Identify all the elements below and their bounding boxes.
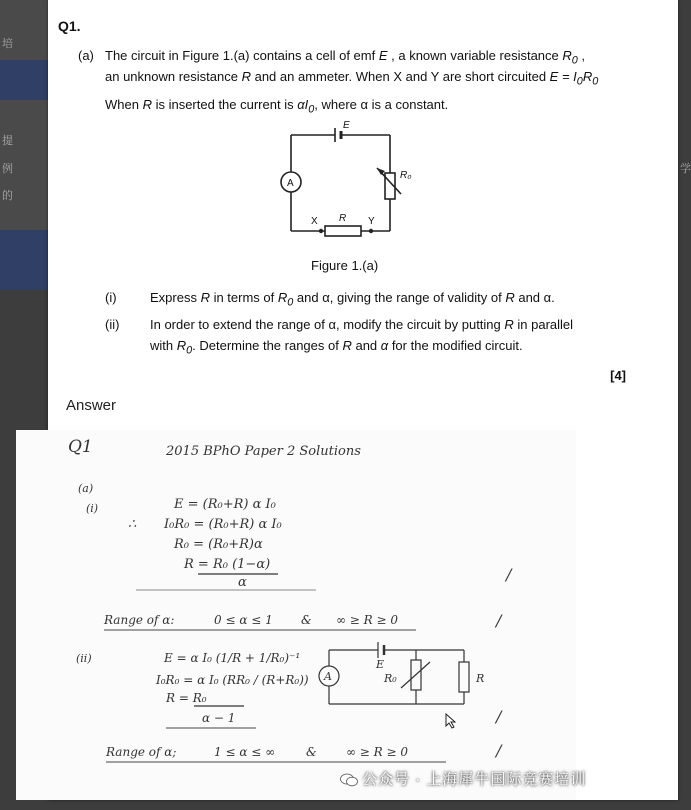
hw-eq4-numerator: R = R₀ (1−α): [184, 557, 271, 572]
hw-therefore: ∴: [128, 517, 137, 532]
question-line-3: When R is inserted the current is $\alpha I_0$, where α is a constant.: [105, 97, 449, 116]
hw-circuit-a: A: [324, 670, 332, 683]
hw-part-ii: (ii): [76, 652, 92, 665]
hw-range2-a: 1 ≤ α ≤ ∞: [214, 745, 276, 759]
circuit-figure: [273, 118, 453, 243]
background-band: [0, 230, 48, 290]
mouse-cursor-icon: [445, 713, 457, 729]
background-text: 学: [680, 162, 691, 175]
sub-ii-label: (ii): [105, 317, 120, 332]
hw-part-i: (i): [86, 502, 99, 515]
handwritten-solution: [16, 430, 576, 800]
question-line-2: an unknown resistance R and an ammeter. When X and Y are short circuited $E = I_0R_0$: [105, 69, 599, 88]
hw-eq1: E = (R₀+R) α I₀: [174, 497, 276, 512]
hw-range1-b: ∞ ≥ R ≥ 0: [336, 613, 399, 627]
background-panel: [0, 0, 48, 60]
watermark: [340, 768, 586, 789]
part-a-label: (a): [78, 48, 94, 63]
hw-eq2: I₀R₀ = (R₀+R) α I₀: [164, 517, 282, 532]
document-page: [48, 0, 678, 800]
hw-part-a: (a): [78, 482, 94, 495]
ammeter-label: A: [287, 178, 294, 189]
sub-ii-text-2: with $R_0$. Determine the ranges of R and α for the modified circuit.: [150, 338, 523, 357]
hw-circuit-e: E: [376, 658, 385, 671]
sub-i-text: Express R in terms of $R_0$ and α, giving the range of validity of R and α.: [150, 290, 555, 309]
y-label: Y: [368, 216, 375, 227]
hw-range2-label: Range of α;: [106, 745, 177, 759]
hw-header: 2015 BPhO Paper 2 Solutions: [166, 444, 361, 459]
sub-i-label: (i): [105, 290, 117, 305]
hw-eq5: E = α I₀ (1/R + 1/R₀)⁻¹: [164, 651, 301, 665]
hw-tick: /: [506, 565, 512, 584]
hw-eq7-denominator: α − 1: [202, 711, 236, 725]
background-text: 提: [2, 134, 13, 147]
figure-caption: Figure 1.(a): [311, 258, 379, 273]
hw-tick: /: [496, 741, 502, 760]
r-label: R: [339, 213, 347, 224]
hw-tick: /: [496, 707, 502, 726]
hw-question-number: Q1: [68, 437, 93, 457]
x-label: X: [311, 216, 318, 227]
sub-ii-text-1: In order to extend the range of α, modify the circuit by putting R in parallel: [150, 317, 574, 332]
question-number: Q1.: [58, 18, 81, 34]
hw-tick: /: [496, 611, 502, 630]
background-band: [0, 60, 48, 100]
hw-range1-a: 0 ≤ α ≤ 1: [214, 613, 273, 627]
hw-eq6: I₀R₀ = α I₀ (RR₀ / (R+R₀)): [156, 673, 309, 687]
answer-label: Answer: [66, 397, 117, 414]
hw-circuit-r: R: [476, 672, 485, 685]
question-line-1: The circuit in Figure 1.(a) contains a cell of emf E , a known variable resistance $R_0$ ,: [105, 48, 586, 67]
hw-eq7-numerator: R = R₀: [166, 691, 207, 705]
wechat-icon: [340, 773, 358, 787]
hw-range1-amp: &: [301, 613, 312, 627]
hw-eq4-denominator: α: [238, 575, 247, 590]
background-text: 例: [2, 162, 13, 175]
background-text: 培: [2, 37, 13, 50]
emf-label: E: [343, 120, 350, 131]
marks-label: [4]: [610, 368, 626, 383]
background-text: 的: [2, 189, 13, 202]
hw-range2-b: ∞ ≥ R ≥ 0: [346, 745, 409, 759]
hw-range2-amp: &: [306, 745, 317, 759]
hw-eq3: R₀ = (R₀+R)α: [174, 537, 263, 552]
watermark-text: 公众号 · 上海犀牛国际竞赛培训: [362, 771, 587, 788]
r0-label: R₀: [400, 170, 412, 181]
hw-range1-label: Range of α:: [104, 613, 175, 627]
hw-circuit-r0: R₀: [384, 672, 397, 685]
